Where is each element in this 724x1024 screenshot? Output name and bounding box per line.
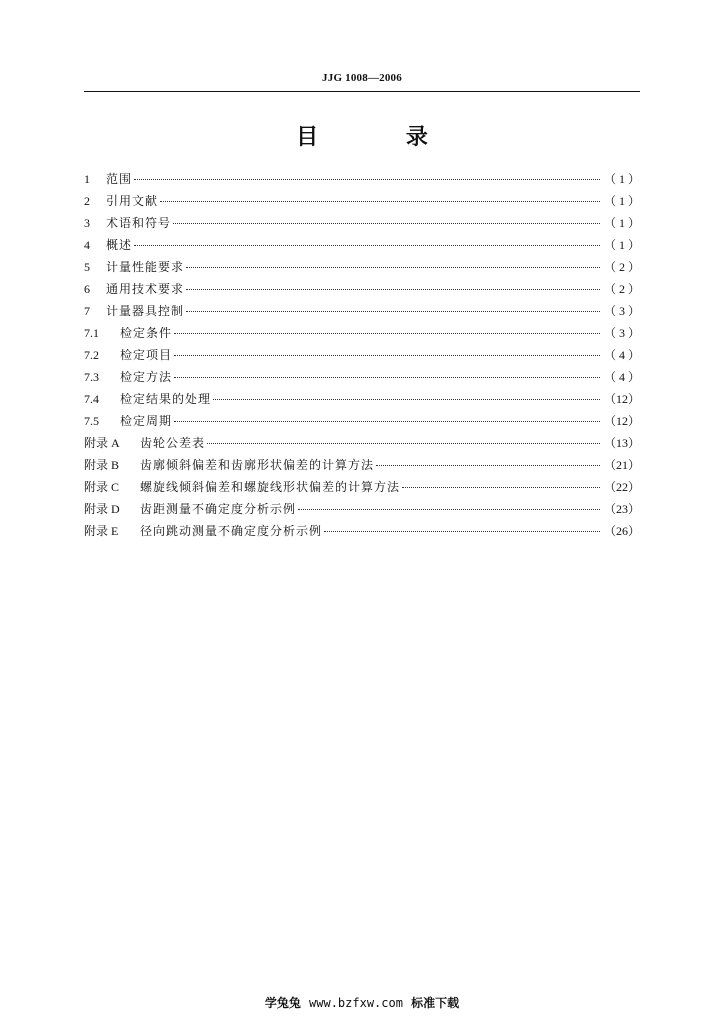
toc-dot-leader (173, 209, 600, 224)
toc-entry-number: 7.5 (84, 414, 99, 428)
toc-dot-leader (207, 429, 600, 444)
toc-entry-number: 7 (84, 304, 90, 318)
toc-dot-leader (160, 187, 600, 202)
toc-dot-leader (174, 407, 600, 422)
toc-dot-leader (186, 297, 600, 312)
toc-entry-title: 齿轮公差表 (140, 436, 206, 450)
toc-entry-number: 6 (84, 282, 90, 296)
toc-dot-leader (402, 473, 600, 488)
toc-entry-page: （ 1 ） (603, 172, 640, 186)
toc-entry-number: 附录 A (84, 436, 120, 450)
toc-entry-page: （26） (603, 524, 640, 538)
toc-entry-title: 范围 (106, 172, 133, 186)
toc-dot-leader (174, 363, 600, 378)
footer-watermark (0, 994, 724, 1011)
toc-entry-page: （12） (603, 414, 640, 428)
toc-entry-page: （ 1 ） (603, 194, 640, 208)
toc-entry-title: 引用文献 (106, 194, 159, 208)
toc-entry-title: 计量性能要求 (106, 260, 185, 274)
toc-entry-page: （13） (603, 436, 640, 450)
toc-dot-leader (376, 451, 600, 466)
toc-entry-number: 7.1 (84, 326, 99, 340)
toc-dot-leader (213, 385, 600, 400)
toc-entry-number: 1 (84, 172, 90, 186)
toc-dot-leader (174, 319, 600, 334)
toc-entry-number: 附录 E (84, 524, 119, 538)
toc-entry-page: （ 3 ） (603, 304, 640, 318)
footer-url[interactable]: www.bzfxw.com (309, 996, 403, 1010)
toc-entry-title: 检定方法 (120, 370, 173, 384)
toc-entry-page: （ 2 ） (603, 282, 640, 296)
toc-dot-leader (186, 253, 600, 268)
toc-entry-title: 螺旋线倾斜偏差和螺旋线形状偏差的计算方法 (140, 480, 401, 494)
toc-dot-leader (134, 231, 600, 246)
footer-site-name: 学兔兔 (264, 996, 301, 1010)
toc-dot-leader (134, 165, 600, 180)
toc-entry-title: 检定周期 (120, 414, 173, 428)
toc-entry-title: 通用技术要求 (106, 282, 185, 296)
toc-entry-number: 7.2 (84, 348, 99, 362)
toc-entry-page: （12） (603, 392, 640, 406)
toc-entry-number: 7.3 (84, 370, 99, 384)
toc-entry-number: 附录 C (84, 480, 120, 494)
toc-entry-page: （ 1 ） (603, 216, 640, 230)
toc-entry-title: 齿距测量不确定度分析示例 (140, 502, 297, 516)
toc-dot-leader (174, 341, 600, 356)
toc-entry-title: 检定结果的处理 (120, 392, 212, 406)
toc-entry-page: （22） (603, 480, 640, 494)
toc-entry-number: 5 (84, 260, 90, 274)
toc-entry-title: 径向跳动测量不确定度分析示例 (140, 524, 323, 538)
toc-entry-number: 4 (84, 238, 90, 252)
toc-entry-number: 2 (84, 194, 90, 208)
toc-entry-page: （21） (603, 458, 640, 472)
toc-entry[interactable] (84, 520, 640, 542)
toc-entry-page: （ 1 ） (603, 238, 640, 252)
toc-entry-number: 附录 B (84, 458, 120, 472)
header-divider (84, 91, 640, 92)
toc-entry-number: 7.4 (84, 392, 99, 406)
table-of-contents (84, 168, 640, 542)
toc-entry-number: 3 (84, 216, 90, 230)
toc-dot-leader (186, 275, 600, 290)
toc-entry-title: 检定条件 (120, 326, 173, 340)
toc-entry-title: 概述 (106, 238, 133, 252)
toc-entry-page: （23） (603, 502, 640, 516)
toc-entry-title: 齿廓倾斜偏差和齿廓形状偏差的计算方法 (140, 458, 375, 472)
toc-entry-title: 计量器具控制 (106, 304, 185, 318)
toc-entry-number: 附录 D (84, 502, 120, 516)
standard-code-header: JJG 1008—2006 (322, 72, 402, 84)
toc-entry-page: （ 3 ） (603, 326, 640, 340)
toc-entry-title: 术语和符号 (106, 216, 172, 230)
toc-dot-leader (324, 517, 600, 532)
toc-entry-page: （ 4 ） (603, 348, 640, 362)
toc-entry-page: （ 2 ） (603, 260, 640, 274)
toc-title: 目 录 (296, 125, 468, 150)
footer-tagline: 标准下载 (411, 996, 460, 1010)
toc-entry-title: 检定项目 (120, 348, 173, 362)
toc-entry-page: （ 4 ） (603, 370, 640, 384)
toc-dot-leader (298, 495, 600, 510)
